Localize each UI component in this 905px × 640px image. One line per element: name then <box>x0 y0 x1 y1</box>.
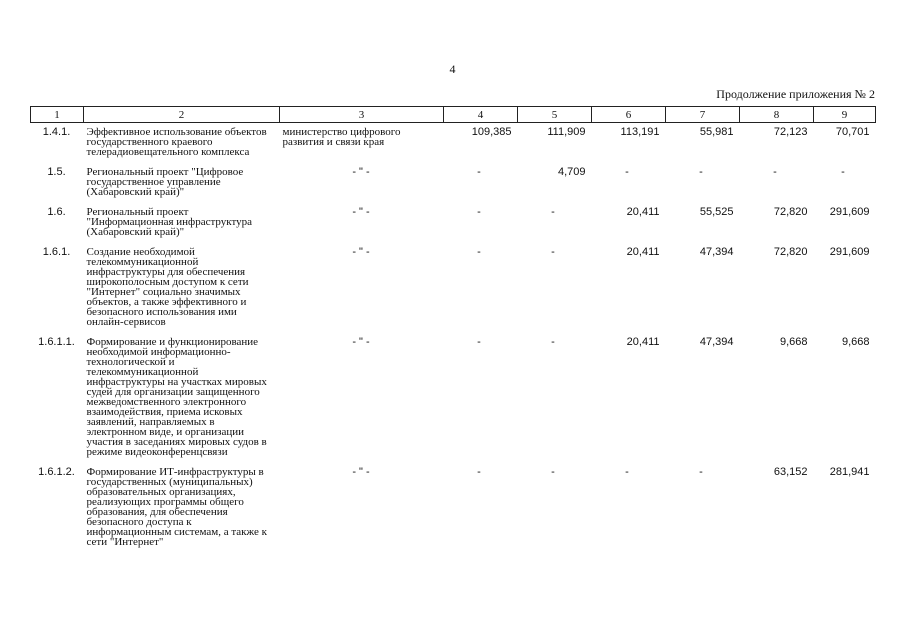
page-number: 4 <box>449 62 456 76</box>
table-row <box>31 333 876 463</box>
column-header-2: 2 <box>84 107 280 123</box>
row-number: 1.4.1. <box>42 126 71 138</box>
row-value-col5: - <box>551 246 555 258</box>
column-header-4: 4 <box>444 107 518 123</box>
column-header-6: 6 <box>592 107 666 123</box>
row-number: 1.6.1.2. <box>38 466 75 478</box>
row-value-col5: - <box>551 336 555 348</box>
row-value-col8: - <box>773 166 777 178</box>
row-value-col6: - <box>625 466 629 478</box>
table-row <box>31 203 876 243</box>
column-header-3: 3 <box>280 107 444 123</box>
row-value-col9: 70,701 <box>835 126 870 138</box>
column-header-1: 1 <box>31 107 84 123</box>
table-row <box>31 463 876 553</box>
row-value-col4: - <box>477 246 481 258</box>
row-value-col9: 281,941 <box>829 466 870 478</box>
row-value-col9: 9,668 <box>841 336 870 348</box>
row-value-col7: 55,525 <box>699 206 734 218</box>
row-value-col4: - <box>477 466 481 478</box>
row-value-col6: 20,411 <box>626 206 660 218</box>
table-row <box>31 243 876 333</box>
row-value-col5: 111,909 <box>547 126 586 138</box>
column-header-5: 5 <box>518 107 592 123</box>
row-value-col4: - <box>477 336 481 348</box>
row-value-col8: 72,820 <box>773 206 808 218</box>
column-header-9: 9 <box>814 107 876 123</box>
row-executor: - " - <box>352 246 370 258</box>
row-executor: министерство цифрового развития и связи края <box>282 126 401 148</box>
program-funding-table <box>30 106 876 553</box>
row-name: Формирование ИТ-инфраструктуры в государственных (муниципальных) образовательных организациях, реализующих программы общего образования, для обеспечения безопасного доступа к информационным системам, а также к сети "Интернет" <box>86 466 267 548</box>
row-value-col5: - <box>551 466 555 478</box>
row-name: Региональный проект "Цифровое государственное управление (Хабаровский край)" <box>86 166 244 198</box>
row-value-col9: 291,609 <box>829 246 870 258</box>
column-numbers-row <box>31 107 876 123</box>
row-number: 1.6. <box>47 206 66 218</box>
row-number: 1.5. <box>47 166 66 178</box>
row-value-col9: 291,609 <box>829 206 870 218</box>
row-value-col4: 109,385 <box>471 126 512 138</box>
row-value-col5: 4,709 <box>557 166 586 178</box>
row-value-col4: - <box>477 206 481 218</box>
row-value-col8: 63,152 <box>773 466 808 478</box>
table-row <box>31 123 876 164</box>
row-value-col9: - <box>841 166 845 178</box>
row-value-col6: 20,411 <box>626 336 660 348</box>
column-header-7: 7 <box>666 107 740 123</box>
table-header <box>31 107 876 123</box>
row-number: 1.6.1.1. <box>38 336 75 348</box>
row-value-col6: - <box>625 166 629 178</box>
row-value-col8: 72,123 <box>773 126 808 138</box>
row-value-col5: - <box>551 206 555 218</box>
row-number: 1.6.1. <box>42 246 71 258</box>
row-value-col6: 20,411 <box>626 246 660 258</box>
row-value-col7: 55,981 <box>699 126 734 138</box>
table-body <box>31 123 876 554</box>
row-value-col4: - <box>477 166 481 178</box>
row-value-col7: - <box>699 166 703 178</box>
row-executor: - " - <box>352 466 370 478</box>
row-name: Создание необходимой телекоммуникационной инфраструктуры для обеспечения широкополосным доступом к сети "Интернет" социально значимых объектов, а также эффективного и безопасного использования ими онлайн-сервисов <box>86 246 249 328</box>
row-name: Региональный проект "Информационная инфраструктура (Хабаровский край)" <box>86 206 252 238</box>
row-value-col6: 113,191 <box>620 126 660 138</box>
row-value-col7: 47,394 <box>699 336 734 348</box>
appendix-continuation-note: Продолжение приложения № 2 <box>716 87 875 101</box>
row-executor: - " - <box>352 206 370 218</box>
column-header-8: 8 <box>740 107 814 123</box>
row-value-col8: 9,668 <box>779 336 808 348</box>
row-executor: - " - <box>352 166 370 178</box>
row-value-col7: 47,394 <box>699 246 734 258</box>
row-executor: - " - <box>352 336 370 348</box>
row-value-col8: 72,820 <box>773 246 808 258</box>
table-row <box>31 163 876 203</box>
row-name: Формирование и функционирование необходимой информационно-технологической и телекоммуникационной инфраструктуры на участках мировых судей для организации защищенного межведомственного электронного взаимодействия, приема исковых заявлений, направляемых в электронном виде, и организации участия в заседаниях мировых судов в режиме видеоконференцсвязи <box>86 336 267 458</box>
row-name: Эффективное использование объектов государственного краевого телерадиовещательного комплекса <box>86 126 267 158</box>
row-value-col7: - <box>699 466 703 478</box>
